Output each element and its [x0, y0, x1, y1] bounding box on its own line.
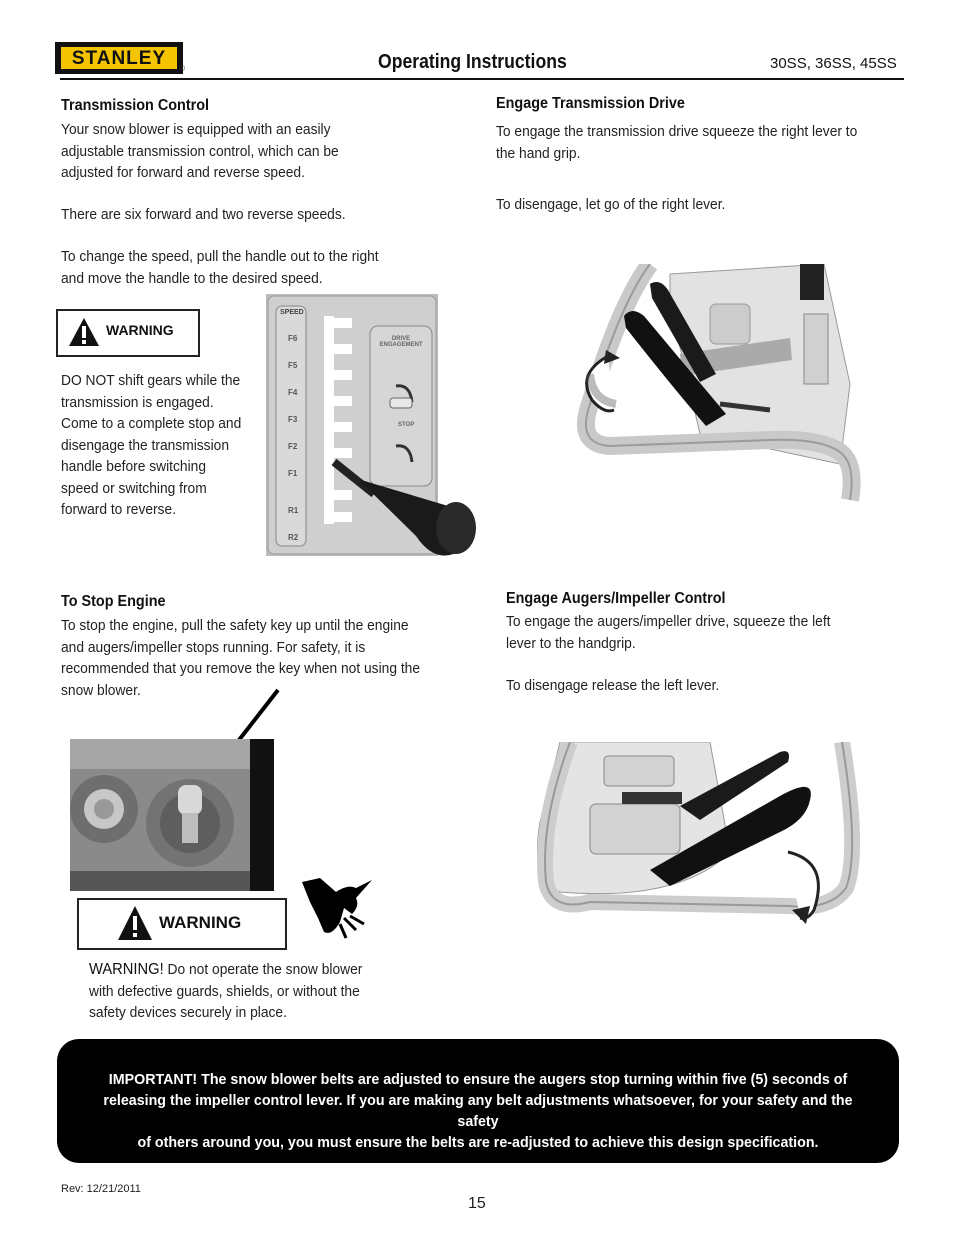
stop-label: STOP — [398, 422, 415, 428]
gear-shift-photo — [266, 294, 478, 560]
left-lever-photo — [530, 742, 870, 942]
change-speed-text: To change the speed, pull the handle out to the right and move the handle to the desired speed. — [61, 248, 379, 287]
warning-label: WARNING — [106, 322, 174, 338]
transmission-control-intro: Your snow blower is equipped with an easily adjustable transmission control, which can be adjusted for forward and reverse speed. — [61, 121, 339, 181]
brand-name: STANLEY — [71, 48, 167, 69]
engage-augers-heading: Engage Augers/Impeller Control — [506, 590, 726, 607]
safety-key-photo — [70, 739, 274, 891]
stop-engine-text: To stop the engine, pull the safety key up until the engine and augers/impeller stops running. For safety, it is recommended that you remove the key when not using the snow blower. — [61, 617, 421, 699]
registered-mark: ® — [179, 64, 185, 73]
hand-hazard-icon — [300, 878, 374, 940]
warning-triangle-icon — [68, 317, 100, 347]
speed-list: F6 F5 F4 F3 F2 F1 R1 R2 — [288, 334, 299, 542]
warning-triangle-icon — [117, 905, 153, 941]
engage-augers-text: To engage the augers/impeller drive, squeeze the left lever to the handgrip. — [506, 613, 831, 652]
page-title: Operating Instructions — [378, 51, 567, 73]
important-text: IMPORTANT! The snow blower belts are adjusted to ensure the augers stop turning within five (5) seconds of releasing the impeller control lever. If you are making any belt adjustments whatsoever, for your safety and the safety of others around you, you must ensure the belts are re-adjusted to achieve this design specification. — [103, 1071, 853, 1151]
model-numbers: 30SS, 36SS, 45SS — [770, 55, 897, 72]
page-number: 15 — [468, 1195, 486, 1212]
gear-warning-box — [56, 309, 200, 357]
transmission-control-heading: Transmission Control — [61, 97, 210, 114]
engage-transmission-text: To engage the transmission drive squeeze the right lever to the hand grip. — [496, 123, 858, 162]
important-banner — [57, 1039, 899, 1163]
gear-warning-text: DO NOT shift gears while the transmission is engaged. Come to a complete stop and disengage the transmission handle before switching speed or switching from forward to reverse. — [61, 372, 242, 518]
revision-date: Rev: 12/21/2011 — [61, 1183, 141, 1195]
speed-label: SPEED — [280, 309, 304, 316]
safety-warning-text: WARNING! Do not operate the snow blower with defective guards, shields, or without the safety devices securely in place. — [89, 961, 363, 1021]
warning-label: WARNING — [159, 913, 242, 932]
drive-engagement-label: DRIVE ENGAGEMENT — [379, 336, 423, 348]
speeds-count-text: There are six forward and two reverse speeds. — [61, 206, 346, 223]
header-divider — [60, 78, 904, 80]
stanley-logo — [55, 42, 185, 74]
disengage-augers-text: To disengage release the left lever. — [506, 677, 720, 694]
right-lever-photo — [520, 264, 880, 514]
safety-warning-box — [77, 898, 287, 950]
disengage-transmission-text: To disengage, let go of the right lever. — [496, 196, 726, 213]
stop-engine-heading: To Stop Engine — [61, 593, 166, 610]
engage-transmission-heading: Engage Transmission Drive — [496, 95, 685, 112]
